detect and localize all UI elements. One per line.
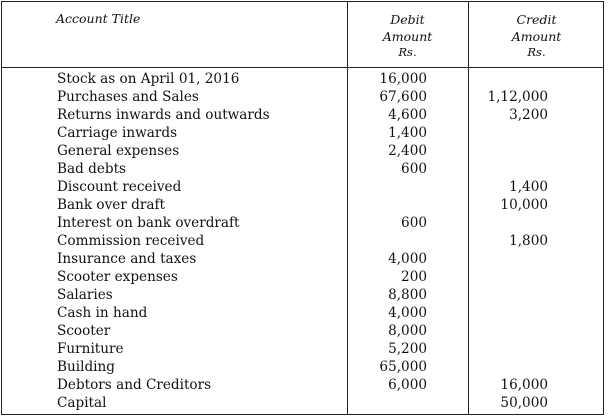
debit-amount-cell: 5,200 [388,341,427,357]
account-title-cell: Debtors and Creditors [57,377,212,393]
account-title-cell: Furniture [57,341,124,357]
debit-amount-cell: 600 [401,215,427,231]
credit-amount-cell: 50,000 [500,395,548,411]
account-title-cell: Bad debts [57,161,127,177]
account-title-cell: Discount received [57,179,182,195]
table-row [2,340,603,358]
debit-amount-cell: 4,600 [388,107,427,123]
credit-amount-cell: 1,800 [509,233,548,249]
table-row [2,142,603,160]
table-row [2,358,603,376]
header-credit-line1: Credit [516,12,557,27]
account-title-cell: Capital [57,395,107,411]
account-title-cell: General expenses [57,143,180,159]
header-credit-amount [468,2,605,67]
account-title-cell: Purchases and Sales [57,89,199,105]
debit-amount-cell: 65,000 [379,359,427,375]
table-row [2,322,603,340]
account-title-cell: Interest on bank overdraft [57,215,240,231]
header-divider [2,67,603,68]
account-title-cell: Insurance and taxes [57,251,197,267]
header-credit-line2: Amount [511,29,562,44]
debit-amount-cell: 4,000 [388,251,427,267]
debit-amount-cell: 67,600 [379,89,427,105]
table-row [2,232,603,250]
credit-amount-cell: 16,000 [500,377,548,393]
header-account-title [2,2,347,67]
table-row [2,304,603,322]
debit-amount-cell: 6,000 [388,377,427,393]
header-debit-line1: Debit [390,12,425,27]
table-row [2,250,603,268]
table-row [2,106,603,124]
credit-amount-cell: 1,12,000 [487,89,548,105]
table-row [2,160,603,178]
account-title-cell: Bank over draft [57,197,165,213]
debit-amount-cell: 600 [401,161,427,177]
account-title-cell: Cash in hand [57,305,148,321]
debit-amount-cell: 8,800 [388,287,427,303]
header-credit-currency: Rs. [527,45,546,59]
table-row [2,286,603,304]
table-row [2,214,603,232]
account-title-cell: Scooter expenses [57,269,178,285]
table-row [2,124,603,142]
header-account-title-text: Account Title [56,11,141,26]
header-debit-line2: Amount [382,29,433,44]
account-title-cell: Scooter [57,323,111,339]
account-title-cell: Commission received [57,233,205,249]
debit-amount-cell: 4,000 [388,305,427,321]
credit-amount-cell: 1,400 [509,179,548,195]
account-title-cell: Salaries [57,287,113,303]
header-debit-amount [347,2,468,67]
debit-amount-cell: 16,000 [379,71,427,87]
credit-amount-cell: 3,200 [509,107,548,123]
table-row [2,178,603,196]
header-debit-currency: Rs. [398,45,417,59]
table-row [2,268,603,286]
account-title-cell: Stock as on April 01, 2016 [57,71,240,87]
debit-amount-cell: 200 [401,269,427,285]
credit-amount-cell: 10,000 [500,197,548,213]
table-row [2,376,603,394]
debit-amount-cell: 8,000 [388,323,427,339]
table-row [2,70,603,88]
table-row [2,394,603,412]
account-title-cell: Building [57,359,115,375]
account-title-cell: Returns inwards and outwards [57,107,270,123]
trial-balance-table [1,1,604,415]
table-row [2,196,603,214]
account-title-cell: Carriage inwards [57,125,178,141]
debit-amount-cell: 2,400 [388,143,427,159]
table-body [2,70,603,412]
debit-amount-cell: 1,400 [388,125,427,141]
table-row [2,88,603,106]
